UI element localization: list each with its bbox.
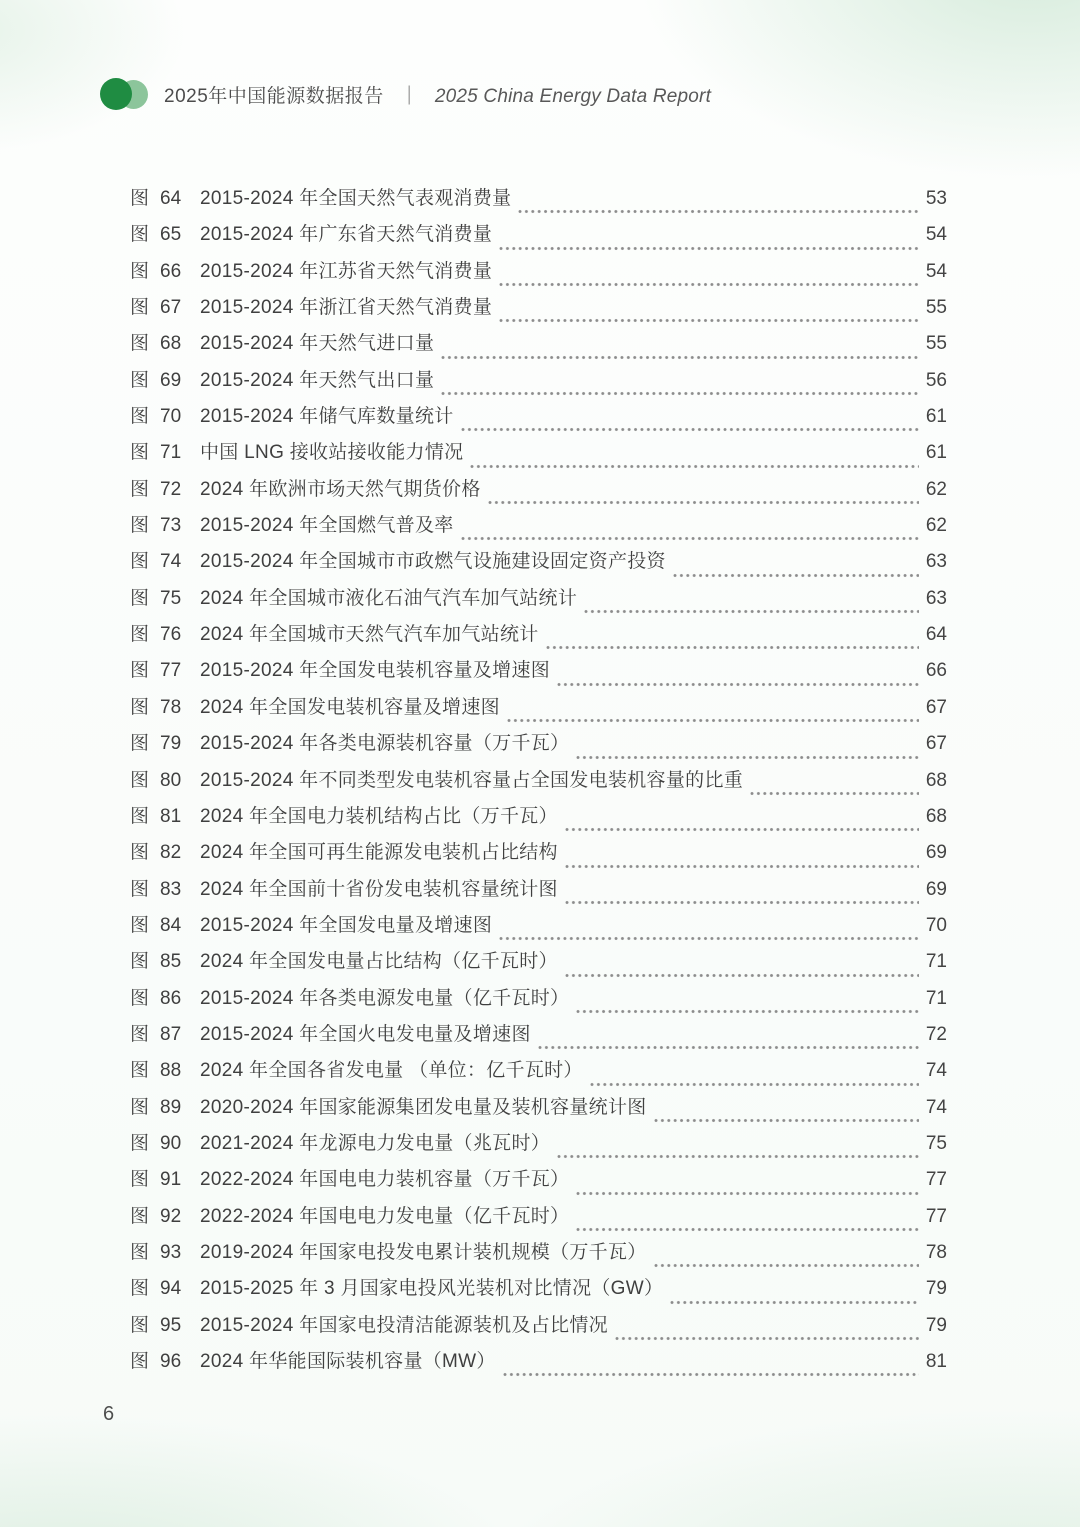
page-number: 78 [925,1241,947,1263]
dot-leader [576,1191,919,1196]
page-number: 70 [925,914,947,936]
figure-label: 图 [130,878,150,900]
figure-title: 2022-2024 年国电电力发电量（亿千瓦时） [200,1205,570,1227]
figure-label: 图 [130,297,150,319]
toc-entry[interactable] [130,1055,947,1091]
dot-leader [488,500,919,505]
figure-number: 94 [160,1278,182,1300]
page-number: 69 [925,878,947,900]
figure-toc-list [130,183,947,1382]
toc-entry[interactable] [130,801,947,837]
figure-number: 74 [160,551,182,573]
page-header [100,78,980,110]
toc-entry[interactable] [130,837,947,873]
figure-number: 82 [160,842,182,864]
dot-leader [654,1263,919,1268]
page-number: 81 [925,1351,947,1372]
dot-leader [576,755,919,760]
figure-number: 91 [160,1169,182,1191]
figure-number: 80 [160,769,182,791]
figure-label: 图 [130,660,150,682]
figure-label: 图 [130,587,150,609]
figure-title: 2015-2024 年天然气进口量 [200,333,435,355]
figure-label: 图 [130,224,150,246]
figure-number: 92 [160,1205,182,1227]
page-number: 74 [925,1060,947,1082]
dot-leader [565,900,919,905]
figure-number: 78 [160,696,182,718]
figure-label: 图 [130,1132,150,1154]
figure-title: 2024 年全国前十省份发电装机容量统计图 [200,878,558,900]
toc-entry[interactable] [130,1273,947,1309]
report-title-zh: 2025年中国能源数据报告 [164,85,384,107]
figure-number: 87 [160,1023,182,1045]
figure-label: 图 [130,842,150,864]
toc-entry[interactable] [130,183,947,219]
dot-leader [565,827,919,832]
figure-label: 图 [130,951,150,973]
figure-title: 2019-2024 年国家电投发电累计装机规模（万千瓦） [200,1241,647,1263]
figure-title: 2015-2024 年浙江省天然气消费量 [200,297,493,319]
footer-page-number: 6 [103,1403,115,1425]
figure-label: 图 [130,1205,150,1227]
dot-leader [499,318,919,323]
logo-circle-dark [100,78,132,110]
figure-label: 图 [130,805,150,827]
figure-number: 84 [160,914,182,936]
figure-number: 83 [160,878,182,900]
figure-title: 2015-2024 年全国发电装机容量及增速图 [200,660,551,682]
page-number: 55 [925,297,947,319]
toc-entry[interactable] [130,292,947,328]
figure-label: 图 [130,1023,150,1045]
page-number: 79 [925,1314,947,1336]
dot-leader [441,391,919,396]
figure-title: 2024 年欧洲市场天然气期货价格 [200,478,481,500]
figure-number: 86 [160,987,182,1009]
figure-label: 图 [130,406,150,428]
page-number: 56 [925,369,947,391]
figure-label: 图 [130,515,150,537]
toc-entry[interactable] [130,1164,947,1200]
figure-label: 图 [130,1241,150,1263]
figure-number: 81 [160,805,182,827]
figure-label: 图 [130,987,150,1009]
figure-label: 图 [130,478,150,500]
figure-number: 96 [160,1351,182,1372]
figure-label: 图 [130,1351,150,1372]
page-number: 53 [925,188,947,209]
page-number: 66 [925,660,947,682]
figure-title: 中国 LNG 接收站接收能力情况 [200,442,464,464]
figure-label: 图 [130,1060,150,1082]
dot-leader [546,645,919,650]
figure-number: 64 [160,188,182,209]
page-number: 54 [925,224,947,246]
figure-number: 75 [160,587,182,609]
report-logo-icon [100,78,150,110]
dot-leader [503,1372,919,1377]
dot-leader [654,1118,919,1123]
page-number: 62 [925,515,947,537]
toc-entry[interactable] [130,1019,947,1055]
page-number: 74 [925,1096,947,1118]
page-number: 68 [925,769,947,791]
figure-number: 77 [160,660,182,682]
toc-entry[interactable] [130,510,947,546]
figure-number: 71 [160,442,182,464]
figure-title: 2024 年全国城市液化石油气汽车加气站统计 [200,587,578,609]
figure-number: 70 [160,406,182,428]
figure-number: 93 [160,1241,182,1263]
page-number: 67 [925,696,947,718]
figure-title: 2015-2024 年不同类型发电装机容量占全国发电装机容量的比重 [200,769,744,791]
toc-entry[interactable] [130,1128,947,1164]
figure-title: 2015-2024 年国家电投清洁能源装机及占比情况 [200,1314,608,1336]
page-number: 63 [925,587,947,609]
figure-title: 2015-2024 年全国天然气表观消费量 [200,188,512,209]
figure-title: 2024 年全国可再生能源发电装机占比结构 [200,842,558,864]
toc-entry[interactable] [130,910,947,946]
figure-number: 79 [160,733,182,755]
figure-title: 2022-2024 年国电电力装机容量（万千瓦） [200,1169,570,1191]
toc-entry[interactable] [130,328,947,364]
figure-number: 89 [160,1096,182,1118]
page-number: 54 [925,260,947,282]
toc-entry[interactable] [130,619,947,655]
figure-title: 2015-2024 年广东省天然气消费量 [200,224,493,246]
dot-leader [557,682,919,687]
toc-entry[interactable] [130,401,947,437]
page-number: 71 [925,987,947,1009]
dot-leader [499,936,919,941]
figure-title: 2024 年全国城市天然气汽车加气站统计 [200,624,539,646]
figure-label: 图 [130,624,150,646]
toc-entry[interactable] [130,583,947,619]
figure-number: 72 [160,478,182,500]
figure-title: 2015-2025 年 3 月国家电投风光装机对比情况（GW） [200,1278,664,1300]
page-number: 79 [925,1278,947,1300]
dot-leader [576,1227,919,1232]
title-separator: ｜ [399,85,420,107]
page-number: 69 [925,842,947,864]
figure-label: 图 [130,914,150,936]
figure-title: 2015-2024 年各类电源装机容量（万千瓦） [200,733,570,755]
page-number: 61 [925,442,947,464]
dot-leader [670,1300,919,1305]
page-number: 77 [925,1205,947,1227]
figure-title: 2024 年全国发电量占比结构（亿千瓦时） [200,951,558,973]
figure-label: 图 [130,769,150,791]
dot-leader [615,1336,919,1341]
figure-number: 65 [160,224,182,246]
toc-entry[interactable] [130,546,947,582]
figure-label: 图 [130,260,150,282]
page-number: 62 [925,478,947,500]
figure-label: 图 [130,551,150,573]
figure-number: 69 [160,369,182,391]
figure-label: 图 [130,442,150,464]
dot-leader [576,1009,919,1014]
dot-leader [673,573,919,578]
figure-title: 2015-2024 年全国城市市政燃气设施建设固定资产投资 [200,551,666,573]
dot-leader [750,791,919,796]
toc-entry[interactable] [130,946,947,982]
figure-title: 2021-2024 年龙源电力发电量（兆瓦时） [200,1132,551,1154]
page-number: 77 [925,1169,947,1191]
page-number: 68 [925,805,947,827]
dot-leader [584,609,919,614]
dot-leader [518,209,919,214]
dot-leader [441,355,919,360]
dot-leader [499,246,919,251]
dot-leader [499,282,919,287]
figure-title: 2015-2024 年全国火电发电量及增速图 [200,1023,531,1045]
toc-entry[interactable] [130,983,947,1019]
toc-entry[interactable] [130,1201,947,1237]
figure-label: 图 [130,188,150,209]
page-number: 61 [925,406,947,428]
page-number: 67 [925,733,947,755]
dot-leader [565,973,919,978]
dot-leader [507,718,919,723]
page-number: 71 [925,951,947,973]
figure-label: 图 [130,369,150,391]
dot-leader [461,536,919,541]
dot-leader [470,464,919,469]
figure-label: 图 [130,1096,150,1118]
figure-label: 图 [130,1169,150,1191]
figure-title: 2015-2024 年各类电源发电量（亿千瓦时） [200,987,570,1009]
report-title [164,81,711,108]
figure-number: 88 [160,1060,182,1082]
toc-entry[interactable] [130,1237,947,1273]
figure-title: 2015-2024 年江苏省天然气消费量 [200,260,493,282]
figure-title: 2024 年全国发电装机容量及增速图 [200,696,500,718]
page-number: 63 [925,551,947,573]
figure-title: 2015-2024 年全国燃气普及率 [200,515,454,537]
figure-title: 2015-2024 年全国发电量及增速图 [200,914,493,936]
figure-number: 90 [160,1132,182,1154]
figure-title: 2020-2024 年国家能源集团发电量及装机容量统计图 [200,1096,647,1118]
dot-leader [557,1154,919,1159]
toc-entry[interactable] [130,874,947,910]
figure-number: 85 [160,951,182,973]
figure-number: 67 [160,297,182,319]
figure-number: 73 [160,515,182,537]
page-number: 75 [925,1132,947,1154]
toc-entry[interactable] [130,1092,947,1128]
toc-entry[interactable] [130,437,947,473]
figure-label: 图 [130,333,150,355]
dot-leader [590,1082,919,1087]
toc-entry[interactable] [130,765,947,801]
dot-leader [538,1045,919,1050]
figure-label: 图 [130,1278,150,1300]
report-title-en: 2025 China Energy Data Report [434,85,712,107]
figure-number: 95 [160,1314,182,1336]
figure-title: 2024 年全国各省发电量 （单位：亿千瓦时） [200,1060,583,1082]
toc-entry[interactable] [130,1310,947,1346]
figure-number: 66 [160,260,182,282]
dot-leader [461,427,919,432]
figure-label: 图 [130,733,150,755]
toc-entry[interactable] [130,728,947,764]
page-number: 64 [925,624,947,646]
figure-title: 2024 年华能国际装机容量（MW） [200,1351,496,1372]
figure-label: 图 [130,696,150,718]
figure-number: 76 [160,624,182,646]
toc-entry[interactable] [130,219,947,255]
toc-entry[interactable] [130,1346,947,1382]
figure-title: 2015-2024 年储气库数量统计 [200,406,454,428]
figure-number: 68 [160,333,182,355]
toc-entry[interactable] [130,256,947,292]
toc-entry[interactable] [130,692,947,728]
toc-entry[interactable] [130,474,947,510]
page-number: 55 [925,333,947,355]
toc-entry[interactable] [130,655,947,691]
page-number: 72 [925,1023,947,1045]
dot-leader [565,864,919,869]
figure-title: 2015-2024 年天然气出口量 [200,369,435,391]
figure-title: 2024 年全国电力装机结构占比（万千瓦） [200,805,558,827]
toc-entry[interactable] [130,365,947,401]
figure-label: 图 [130,1314,150,1336]
